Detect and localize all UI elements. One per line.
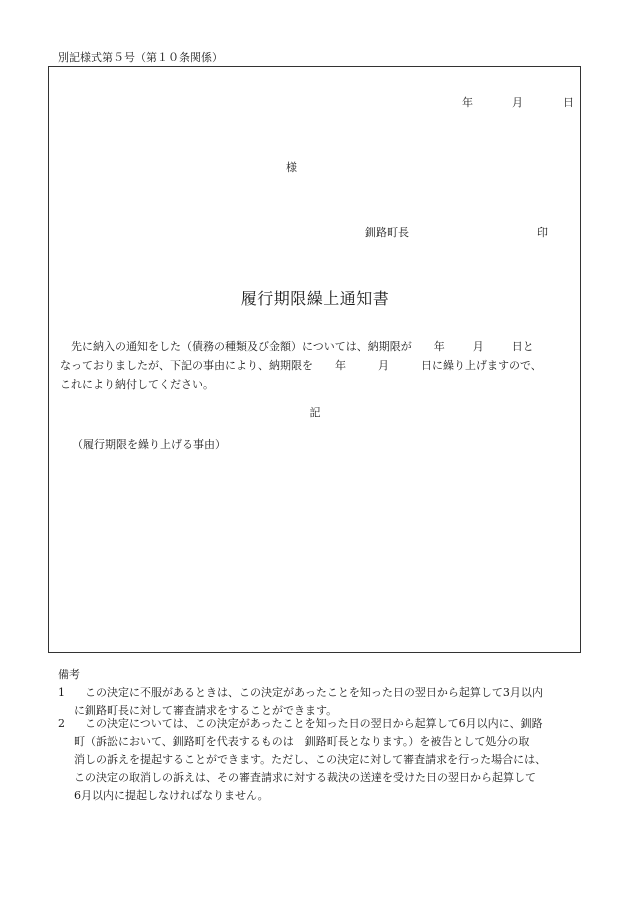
body-line-1-text: 先に納入の通知をした（債務の種類及び金額）については、納期限が bbox=[71, 340, 412, 353]
note-line: 6月以内に提起しなければなりません。 bbox=[74, 789, 269, 802]
note-line: 消しの訴えを提起することができます。ただし、この決定に対して審査請求を行った場合には、 bbox=[74, 753, 547, 766]
reason-label: （履行期限を繰り上げる事由） bbox=[72, 438, 226, 451]
note-line-text: この決定については、この決定があったことを知った日の翌日から起算して6月以内に、釧路 bbox=[85, 717, 543, 730]
date-month-label: 月 bbox=[512, 96, 523, 109]
note-text bbox=[74, 715, 546, 805]
body-line-2-text: なっておりましたが、下記の事由により、納期限を bbox=[60, 359, 313, 372]
body-line-1-year: 年 bbox=[433, 340, 445, 353]
seal-mark: 印 bbox=[537, 226, 548, 239]
notes-heading: 備考 bbox=[58, 668, 80, 681]
note-line: この決定の取消しの訴えは、その審査請求に対する裁決の送達を受けた日の翌日から起算して bbox=[74, 771, 536, 784]
note-line bbox=[74, 715, 546, 733]
form-number: 別記様式第５号（第１０条関係） bbox=[58, 51, 223, 64]
body-line-1-day: 日と bbox=[511, 340, 534, 353]
note-line bbox=[74, 684, 543, 702]
notice-body bbox=[60, 337, 580, 394]
body-line-2-tail: 日に繰り上げますので、 bbox=[421, 359, 542, 372]
body-line-2 bbox=[60, 356, 580, 375]
date-year-label: 年 bbox=[462, 96, 473, 109]
note-line: に釧路町長に対して審査請求をすることができます。 bbox=[74, 704, 338, 717]
note-line: 町（訴訟において、釧路町を代表するものは 釧路町長となります。）を被告として処分の取 bbox=[74, 735, 530, 748]
note-number: 2 bbox=[58, 717, 65, 730]
body-line-1-month: 月 bbox=[472, 340, 484, 353]
addressee-suffix: 様 bbox=[286, 161, 297, 174]
document-title: 履行期限繰上通知書 bbox=[240, 289, 390, 308]
ki-heading: 記 bbox=[309, 406, 321, 419]
body-line-2-year: 年 bbox=[335, 359, 346, 372]
body-line-1 bbox=[60, 337, 580, 356]
issuer-title: 釧路町長 bbox=[365, 226, 409, 239]
note-line-text: この決定に不服があるときは、この決定があったことを知った日の翌日から起算して3月以内 bbox=[85, 686, 543, 699]
note-number: 1 bbox=[58, 686, 65, 699]
body-line-2-month: 月 bbox=[378, 359, 389, 372]
date-day-label: 日 bbox=[563, 96, 574, 109]
body-line-3: これにより納付してください。 bbox=[60, 378, 214, 391]
